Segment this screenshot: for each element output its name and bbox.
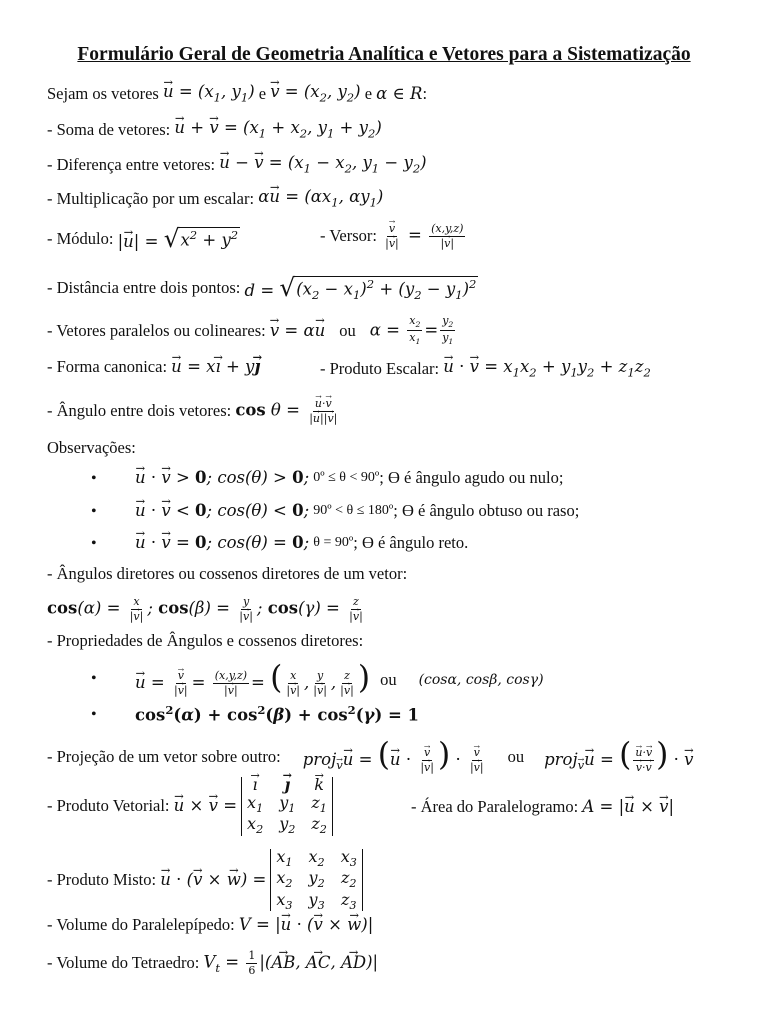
intro-suffix: : <box>422 83 428 103</box>
vetorial-line <box>47 777 337 836</box>
observacao-1 <box>135 470 563 487</box>
produto-escalar-line <box>320 359 651 379</box>
bullet-5: • <box>91 706 97 723</box>
canonica-line <box>47 359 260 376</box>
vetorial-formula: → u × → v = <box>174 798 237 815</box>
paralelos-ratio: α = $\frac{x_2}{x_1}$ = $\frac{y_2}{y_1}$ <box>369 314 454 347</box>
bullet-1: • <box>91 470 97 487</box>
angulo-label: - Ângulo entre dois vetores: <box>47 400 232 420</box>
modulo-formula: |→ u| = √ $x^2 + y^2$ <box>118 227 241 252</box>
paralelos-formula: → v = α→ u <box>270 323 325 340</box>
intro-line <box>47 84 427 104</box>
intro-prefix: Sejam os vetores <box>47 83 159 103</box>
angulo-line <box>47 398 341 424</box>
paralelos-line <box>47 315 457 347</box>
misto-label: - Produto Misto: <box>47 869 157 889</box>
observacao-2-text: ; ϴ é ângulo obtuso ou raso; <box>393 501 580 520</box>
projecao-line <box>47 737 694 774</box>
volume-par-label: - Volume do Paralelepípedo: <box>47 915 235 934</box>
observacao-1-formula: → u · → v > 0; cos(θ) > 0; <box>135 470 309 487</box>
diferenca-line <box>47 155 427 175</box>
diretores-label: - Ângulos diretores ou cossenos diretores de um vetor: <box>47 564 408 583</box>
observacoes-label: Observações: <box>47 438 136 457</box>
multiplicacao-line <box>47 189 383 209</box>
page-title: Formulário Geral de Geometria Analítica e Vetores para a Sistematização <box>77 44 691 65</box>
diretores-formula: cos(α) = $\frac{x}{|\to v|}$ ; cos(β) = $\frac{y}{|\to v|}$ ; cos(γ) = $\frac{z}{|\to v|}$ <box>47 596 367 622</box>
bullet-2: • <box>91 503 97 520</box>
vetorial-determinant: → ı → ȷ → k $x_1$ $y_1$ $z_1$ $x_2$ $y_2$ $z_2$ <box>241 777 333 836</box>
observacao-2 <box>135 503 579 520</box>
intro-join2: e <box>364 83 373 103</box>
projecao-formula-2: proj→ $_v$→ u = ( → u·→ v → v·→ v ) · → v <box>544 741 693 774</box>
observacao-2-formula: → u · → v < 0; cos(θ) < 0; <box>135 503 309 520</box>
modulo-line <box>47 224 240 253</box>
volume-par-line <box>47 917 373 934</box>
misto-line <box>47 849 367 911</box>
intro-v-def: → $v = (x_2$, $y_2$) <box>270 84 360 104</box>
angulo-formula: cos θ = → $\frac{u\cdot\to v}{|\to u||\to v|}$ <box>235 398 341 424</box>
diferenca-label: - Diferença entre vetores: <box>47 154 216 174</box>
projecao-ou: ou <box>507 747 525 767</box>
intro-join: e <box>258 83 267 103</box>
observacao-2-range: 90º < θ ≤ 180º <box>313 503 394 519</box>
soma-label: - Soma de vetores: <box>47 119 171 139</box>
multiplicacao-formula: $\alpha\to u = (\alpha x_1$, $\alpha y_1$) <box>258 189 383 209</box>
observacao-1-text: ; ϴ é ângulo agudo ou nulo; <box>379 468 564 487</box>
distancia-line <box>47 273 478 302</box>
multiplicacao-label: - Multiplicação por um escalar: <box>47 188 255 208</box>
propriedade-1 <box>135 660 544 697</box>
propriedade-2-formula: $\cos^2(\alpha) + \cos^2(\beta) + \cos^2(\gamma) = 1$ <box>135 703 420 725</box>
propriedade-1-ou: ou <box>380 670 397 690</box>
volume-tet-line <box>47 950 378 976</box>
observacao-3-formula: → u · → v = 0; cos(θ) = 0; <box>135 535 309 552</box>
area-formula: A = |→ u × → v| <box>582 799 674 816</box>
observacao-3 <box>135 535 468 552</box>
propriedade-1-triple: (cosα, cosβ, cosγ) <box>418 672 544 689</box>
intro-u-def: → $u = (x_1$, $y_1$) <box>163 84 255 104</box>
propriedade-2 <box>135 705 419 724</box>
propriedades-label: - Propriedades de Ângulos e cossenos diretores: <box>47 631 364 650</box>
volume-tet-formula: $V_t$ = $\frac{1}{6}$ |(→ AB, → AC, → AD)| <box>203 950 378 976</box>
observacao-3-range: θ = 90º <box>313 535 354 551</box>
versor-label: - Versor: <box>320 225 377 245</box>
misto-formula: → u · (→ v × → w) = <box>160 872 266 889</box>
observacao-3-text: ; ϴ é ângulo reto. <box>353 533 469 552</box>
observacao-1-range: 0º ≤ θ < 90º <box>313 470 380 486</box>
projecao-label: - Projeção de um vetor sobre outro: <box>47 747 281 767</box>
versor-formula: → $\frac{v}{|\to v|}$ = $\frac{(x,y,z)}{|\to v|}$ <box>381 223 467 249</box>
paralelos-label: - Vetores paralelos ou colineares: <box>47 320 266 340</box>
volume-par-formula: V = |→ u · (→ v × → w)| <box>239 917 373 934</box>
area-line <box>411 799 674 816</box>
distancia-label: - Distância entre dois pontos: <box>47 278 241 298</box>
canonica-label: - Forma canonica: <box>47 357 168 376</box>
volume-tet-label: - Volume do Tetraedro: <box>47 952 200 972</box>
produto-escalar-label: - Produto Escalar: <box>320 358 440 378</box>
versor-line <box>320 223 467 249</box>
area-label: - Área do Paralelogramo: <box>411 797 579 816</box>
modulo-label: - Módulo: <box>47 229 114 249</box>
soma-formula: → u + → $v = (x_1 + x_2$, $y_1 + y_2$) <box>174 120 381 140</box>
projecao-formula-1: proj→ $_v$→ u = (→ u · → $\frac{v}{|\to v|}$ ) · → $\frac{v}{|\to v|}$ <box>303 741 488 774</box>
propriedade-1-formula: → u = → $\frac{v}{|\to v|}$ = $\frac{(x,y,z)}{|\to v|}$ = ( $\frac{x}{|\to v|}$ , $\frac{y}{|\to v|}$ , $\frac{z}{|\to v|}$ ) <box>135 664 370 697</box>
bullet-4: • <box>91 670 97 687</box>
soma-line <box>47 120 382 140</box>
misto-determinant: $x_1$ $x_2$ $x_3$ $x_2$ $y_2$ $z_2$ $x_3$ $y_3$ $z_3$ <box>270 849 362 911</box>
paralelos-ou: ou <box>339 320 356 340</box>
canonica-formula: → u = x→ ı + y→ ȷ <box>171 359 260 376</box>
bullet-3: • <box>91 535 97 552</box>
diferenca-formula: → u − → $v = (x_1 - x_2$, $y_1 - y_2$) <box>219 155 426 175</box>
distancia-formula: d = √ $(x_2 - x_1)^2 + (y_2 - y_1)^2$ <box>244 273 477 302</box>
intro-alpha: α ∈ R <box>376 83 423 103</box>
vetorial-label: - Produto Vetorial: <box>47 796 170 816</box>
produto-escalar-formula: → u · → $v = x_1x_2 + y_1y_2 + z_1z_2$ <box>443 359 651 379</box>
